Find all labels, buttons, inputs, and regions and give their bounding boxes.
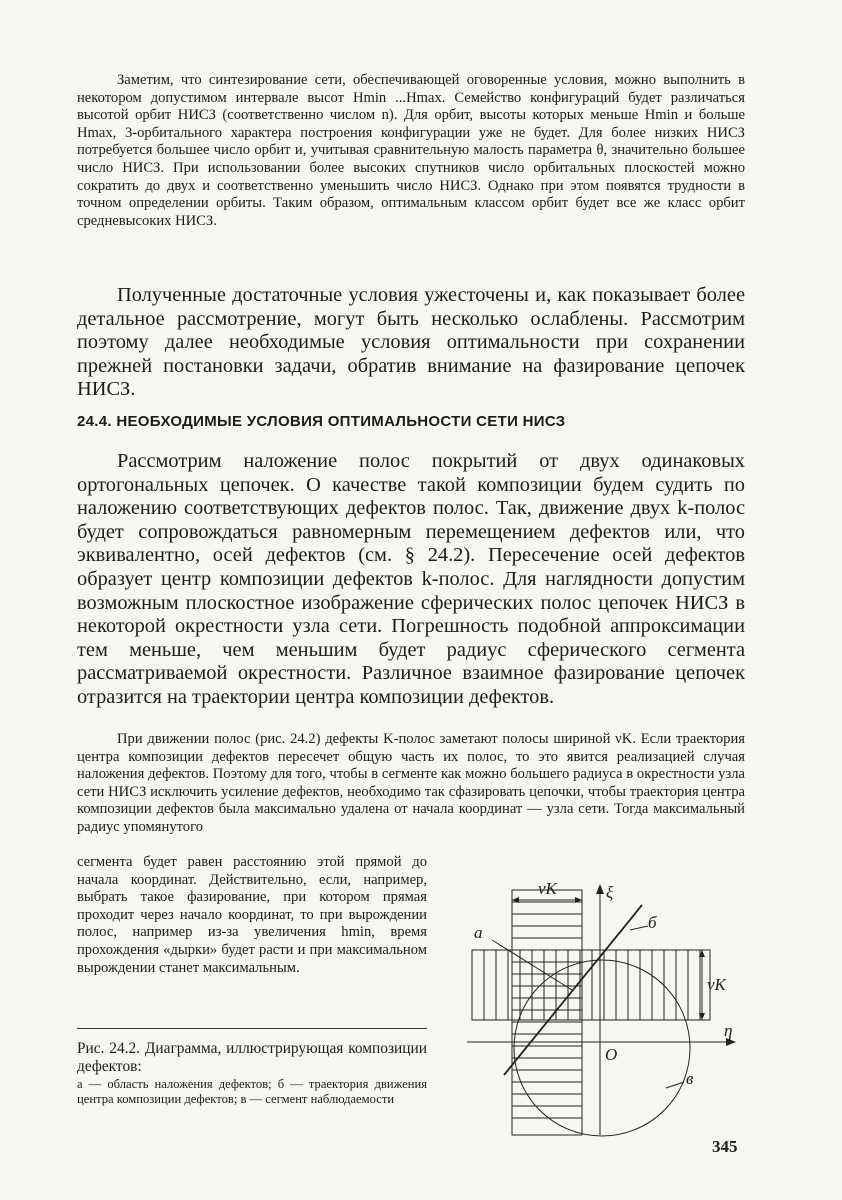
trajectory-line [504,905,642,1075]
defects-diagram [452,870,752,1140]
paragraph-conclusion: Полученные достаточные условия ужесточены и, как показывает более детальное рассмотрение, могут быть несколько ослаблены. Рассмотрим поэтому далее необходимые условия оптимальности при сохранении прежней постановки задачи, обратив внимание на фазирование цепочек НИСЗ. [77,284,745,401]
caption-legend: а — область наложения дефектов; б — траектория движения центра композиции дефектов; в — сегмент наблюдаемости [77,1077,427,1106]
caption-title: Рис. 24.2. Диаграмма, иллюстрирующая композиции дефектов: [77,1040,427,1075]
paragraph-defects-motion: При движении полос (рис. 24.2) дефекты K-полос заметают полосы шириной νK. Если траектория центра композиции дефектов пересечет общую часть их полос, то это явится реализацией случая наложения дефектов. Поэтому для того, чтобы в сегменте как можно большего радиуса в окрестности узла сети НИСЗ исключить усиление дефектов, необходимо так сфазировать цепочки, чтобы траектория центра композиции дефектов была максимально удалена от начала координат — узла сети. Тогда максимальный радиус упомянутого [77,731,745,835]
label-nu-k-right: νK [707,975,726,994]
paragraph-intro: Заметим, что синтезирование сети, обеспечивающей оговоренные условия, можно выполнить в некотором допустимом интервале высот Hmin ...Hmax. Семейство конфигураций будет различаться высотой орбит НИСЗ (соответственно числом n). Для орбит, высоты которых меньше Hmin и больше Hmax, 3-орбитального характера построения конфигурации уже не будет. Для более низких НИСЗ потребуется большее число орбит и, учитывая сравнительную малость параметра θ, значительно большее число НИСЗ. При использовании более высоких спутников число орбитальных плоскостей можно сократить до двух и соответственно уменьшить число НИСЗ. Однако при этом появятся трудности в точном определении орбиты. Таким образом, оптимальным классом орбит будет все же класс орбит средневысоких НИСЗ. [77,72,745,229]
label-origin: O [605,1045,618,1064]
xi-arrowhead [596,884,604,894]
label-eta: η [724,1021,733,1040]
page-number: 345 [712,1137,738,1156]
caption-divider [77,1028,427,1029]
vertical-defect-band [512,890,582,1135]
leader-b [630,926,648,930]
paragraph-composition: Рассмотрим наложение полос покрытий от двух одинаковых ортогональных цепочек. О качестве такой композиции будем судить по наложению соответствующих дефектов полос. Так, движение двух k-полос будет сопровождаться равномерным перемещением дефектов или, что эквивалентно, осей дефектов (см. § 24.2). Пересечение осей дефектов образует центр композиции дефектов k-полос. Для наглядности допустим возможным плоскостное изображение сферических полос цепочек НИСЗ в некоторой окрестности узла сети. Погрешность подобной аппроксимации тем меньше, чем меньшим будет радиус сферического сегмента рассматриваемой окрестности. Различное взаимное фазирование цепочек отразится на траектории центра композиции дефектов. [77,450,745,708]
label-v: в [686,1069,694,1088]
label-a: а [474,923,483,942]
figure-caption [77,1040,427,1107]
label-nu-k-top: νK [538,879,557,898]
section-heading: 24.4. НЕОБХОДИМЫЕ УСЛОВИЯ ОПТИМАЛЬНОСТИ СЕТИ НИСЗ [77,413,566,430]
label-xi: ξ [606,883,614,902]
label-b: б [648,913,657,932]
paragraph-segment: сегмента будет равен расстоянию этой прямой до начала координат. Действительно, если, например, выбрать такое фазирование, при котором прямая проходит через начало координат, то при вырождении полос, например из-за увеличения hmin, время прохождения «дырки» будет расти и при максимальном вырождении станет максимальным. [77,854,427,976]
